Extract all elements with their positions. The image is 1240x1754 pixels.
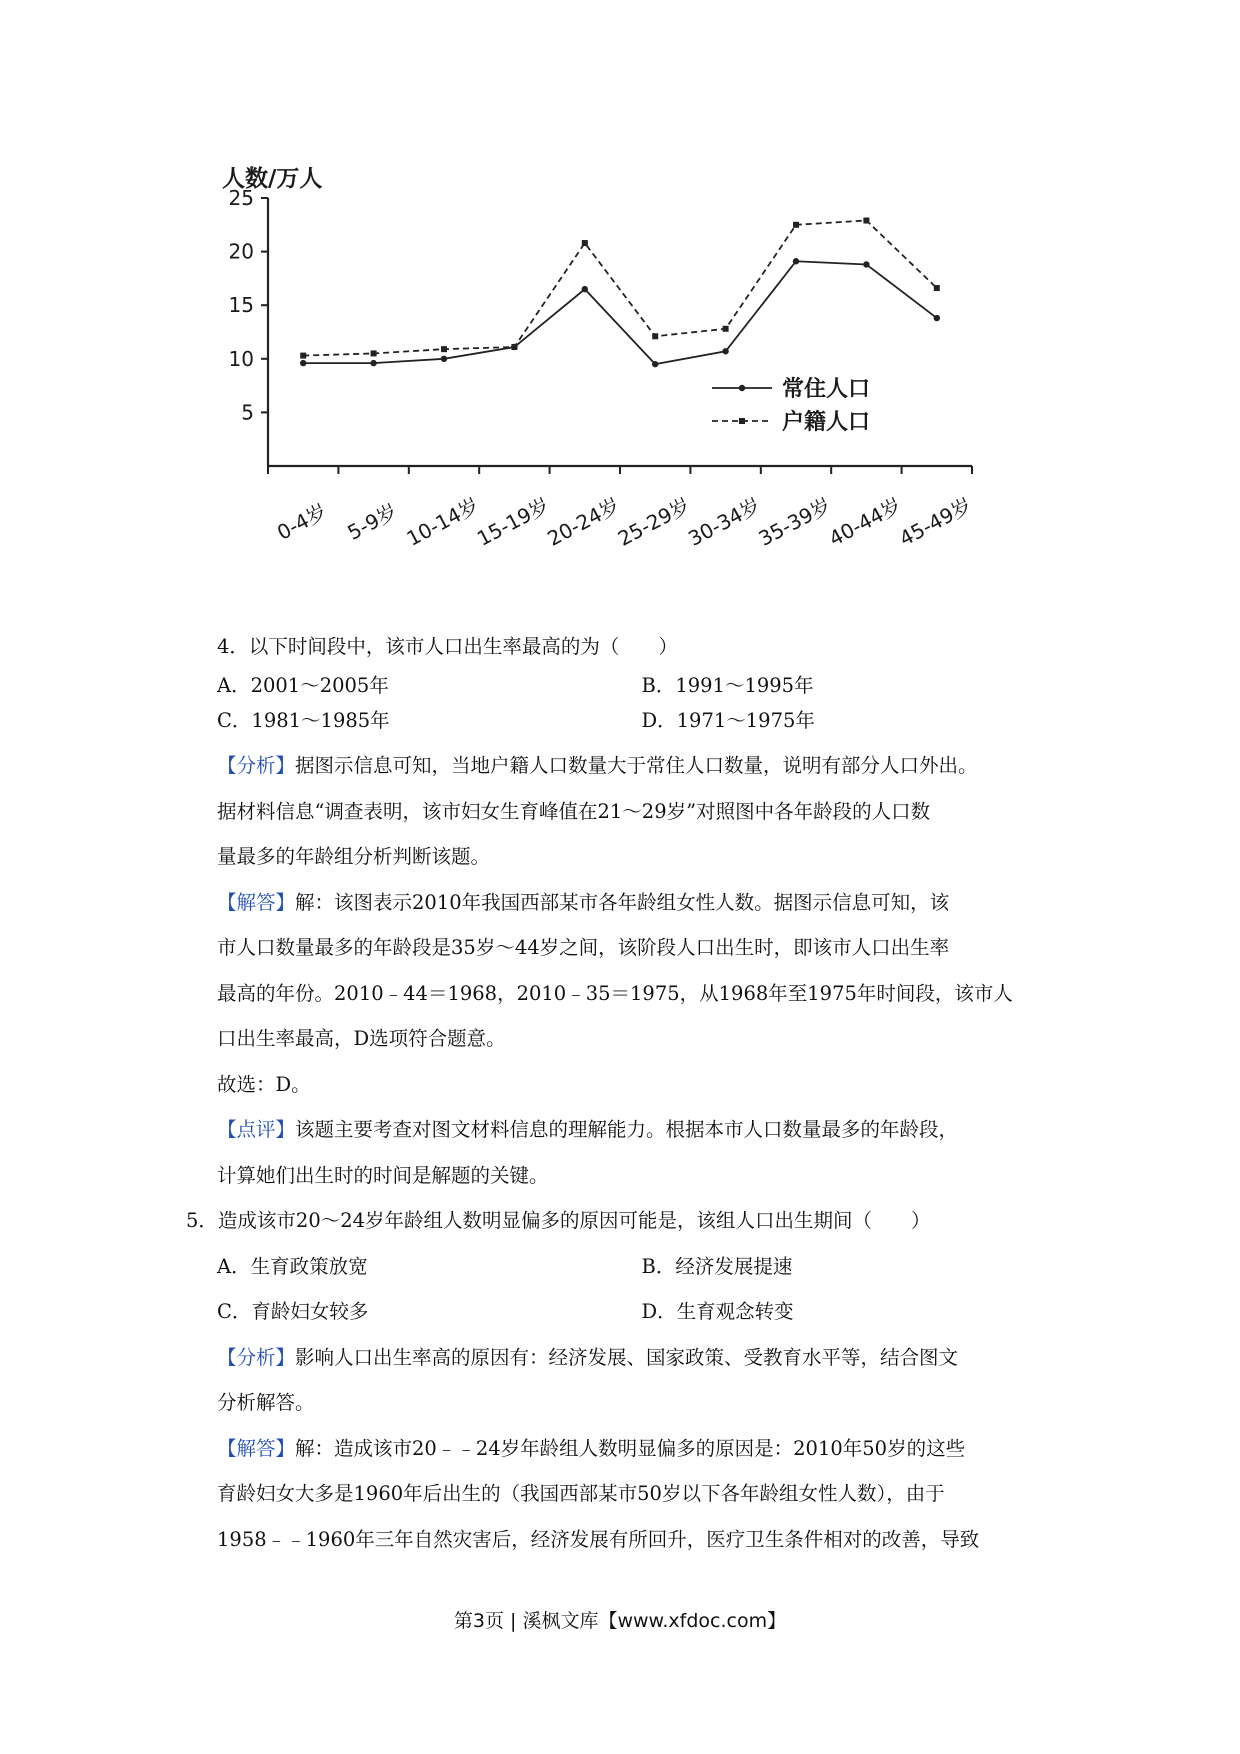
q4-comment-line-2: 计算她们出生时的时间是解题的关键。: [217, 1163, 549, 1187]
y-tick-label: 10: [228, 346, 254, 371]
x-tick-label: 25-29岁: [613, 492, 695, 551]
q5-answer-text-1: 解：造成该市20﹣﹣24岁年龄组人数明显偏多的原因是：2010年50岁的这些: [295, 1436, 966, 1460]
q5-option-b[interactable]: B．经济发展提速: [641, 1254, 793, 1278]
x-tick-label: 45-49岁: [895, 492, 976, 551]
q4-comment-text-1: 该题主要考查对图文材料信息的理解能力。根据本市人口数量最多的年龄段，: [295, 1118, 959, 1141]
q5-answer-line-2: 育龄妇女大多是1960年后出生的（我国西部某市50岁以下各年龄组女性人数），由于: [217, 1482, 945, 1505]
y-axis-label: 人数/万人: [222, 166, 323, 192]
series-2-point: [652, 333, 658, 339]
q4-option-a[interactable]: A．2001～2005年: [217, 673, 389, 697]
q4-answer-line-1: [186, 880, 1066, 926]
series-2-point: [441, 346, 447, 352]
x-tick-label: 40-44岁: [824, 492, 906, 551]
x-tick-label: 5-9岁: [343, 498, 402, 545]
series-1-point: [370, 360, 376, 366]
q4-option-d[interactable]: D．1971～1975年: [641, 708, 815, 732]
analysis-tag: 【分析】: [217, 1345, 296, 1369]
q4-analysis-line-2: 据材料信息“调查表明，该市妇女生育峰值在21～29岁”对照图中各年龄段的人口数: [217, 799, 931, 823]
q5-stem: 5．造成该市20～24岁年龄组人数明显偏多的原因可能是，该组人口出生期间（ ）: [186, 1209, 931, 1232]
q4-option-b[interactable]: B．1991～1995年: [641, 673, 814, 697]
population-line-chart: [200, 160, 1000, 620]
q5-options-row-2: [186, 1289, 1066, 1335]
x-tick-label: 0-4岁: [273, 498, 331, 545]
y-tick-label: 20: [228, 239, 254, 264]
q4-answer-line-3: 最高的年份。2010﹣44＝1968，2010﹣35＝1975，从1968年至1975年时间段，该市人: [217, 981, 1013, 1005]
series-2-point: [793, 222, 799, 228]
series-1-point: [863, 261, 869, 267]
q4-stem: 4．以下时间段中，该市人口出生率最高的为（ ）: [217, 635, 678, 658]
x-tick-label: 30-34岁: [684, 492, 765, 551]
y-ticks: [229, 186, 268, 424]
q4-choice: 故选：D。: [217, 1072, 311, 1096]
comment-tag: 【点评】: [217, 1118, 296, 1141]
q5-option-d[interactable]: D．生育观念转变: [641, 1300, 794, 1323]
q5-answer-line-1: [186, 1426, 1066, 1472]
y-tick-label: 5: [241, 400, 254, 425]
q5-analysis-line-1: [186, 1335, 1066, 1381]
q4-analysis-line-1: [186, 743, 1066, 789]
page-footer: 第3页 | 溪枫文库【www.xfdoc.com】: [453, 1610, 787, 1632]
y-tick-label: 15: [228, 293, 254, 318]
x-ticks: [268, 466, 976, 551]
y-tick-label: 25: [228, 186, 254, 210]
q4-options-row-2: [186, 698, 1066, 744]
series-group: [300, 218, 940, 368]
series-line-1: [303, 261, 937, 364]
x-tick-label: 35-39岁: [754, 492, 835, 551]
question-content: [186, 624, 1066, 1562]
series-2-point: [934, 285, 940, 291]
q4-option-c[interactable]: C．1981～1985年: [217, 708, 390, 732]
q4-comment-line-1: [186, 1107, 1066, 1153]
series-1-point: [652, 361, 658, 367]
series-line-2: [303, 221, 937, 356]
series-1-point: [722, 348, 728, 354]
series-2-point: [863, 218, 869, 224]
q4-analysis-line-3: 量最多的年龄组分析判断该题。: [217, 845, 491, 868]
legend-marker-2: [739, 418, 745, 424]
series-2-point: [582, 240, 588, 246]
q4-answer-line-4: 口出生率最高，D选项符合题意。: [217, 1027, 506, 1050]
series-1-point: [934, 315, 940, 321]
q5-analysis-line-2: 分析解答。: [217, 1391, 315, 1414]
q5-answer-line-3: 1958﹣﹣1960年三年自然灾害后，经济发展有所回升，医疗卫生条件相对的改善，导致: [217, 1527, 980, 1551]
q4-analysis-text-1: 据图示信息可知，当地户籍人口数量大于常住人口数量，说明有部分人口外出。: [295, 754, 978, 777]
series-1-point: [441, 356, 447, 362]
answer-tag: 【解答】: [217, 1436, 296, 1460]
q5-option-a[interactable]: A．生育政策放宽: [217, 1254, 368, 1278]
series-1-point: [582, 286, 588, 292]
legend-marker-1: [739, 385, 745, 391]
x-tick-label: 10-14岁: [402, 492, 483, 551]
legend-label-2: 户籍人口: [782, 410, 871, 435]
answer-tag: 【解答】: [217, 890, 296, 914]
q5-options-row-1: [186, 1244, 1066, 1290]
q4-answer-line-2: 市人口数量最多的年龄段是35岁～44岁之间，该阶段人口出生时，即该市人口出生率: [217, 936, 950, 959]
q5-option-c[interactable]: C．育龄妇女较多: [217, 1300, 369, 1323]
series-1-point: [300, 360, 306, 366]
series-2-point: [300, 353, 306, 359]
legend-label-1: 常住人口: [782, 377, 871, 402]
series-2-point: [371, 350, 377, 356]
series-2-point: [511, 344, 517, 350]
series-1-point: [793, 258, 799, 264]
q4-answer-text-1: 解：该图表示2010年我国西部某市各年龄组女性人数。据图示信息可知，该: [295, 890, 950, 914]
analysis-tag: 【分析】: [217, 754, 296, 777]
x-tick-label: 20-24岁: [543, 492, 624, 551]
x-tick-label: 15-19岁: [472, 492, 554, 551]
q5-analysis-text-1: 影响人口出生率高的原因有：经济发展、国家政策、受教育水平等，结合图文: [295, 1345, 959, 1369]
legend: [712, 376, 870, 435]
q4-options-row-1: [186, 670, 1066, 698]
series-2-point: [723, 326, 729, 332]
